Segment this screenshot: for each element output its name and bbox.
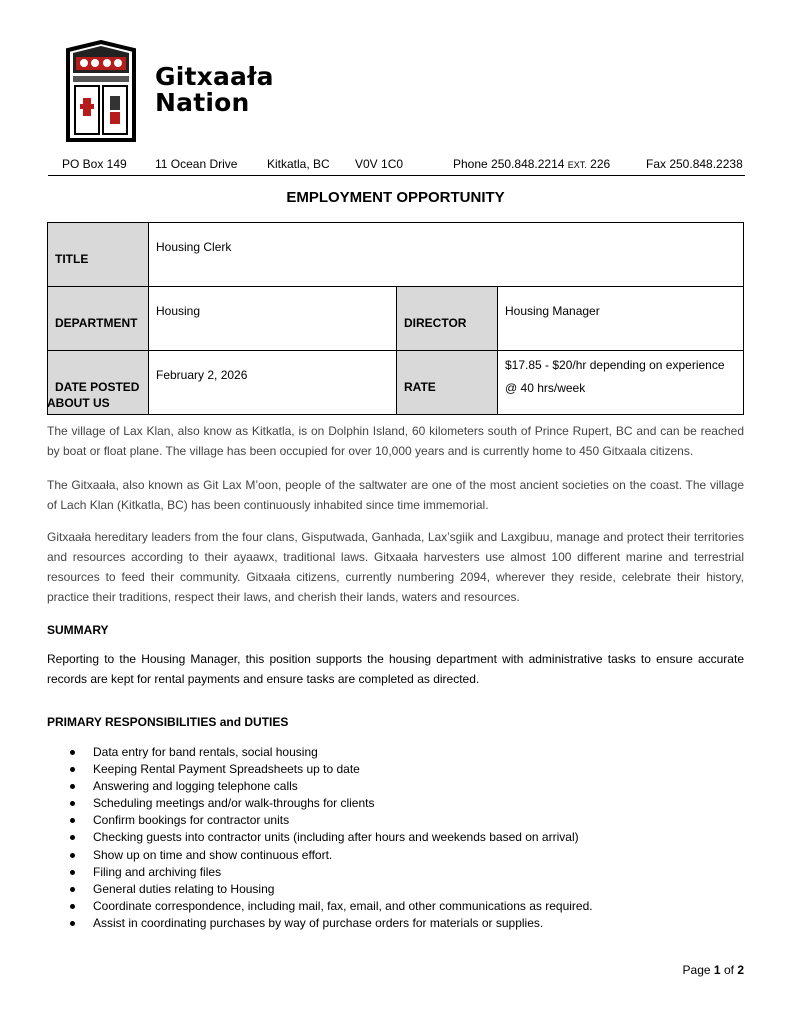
duties-list — [65, 744, 593, 932]
department-label: DEPARTMENT — [48, 287, 149, 351]
summary-text: Reporting to the Housing Manager, this position supports the housing department with administrative tasks to ensure accurate records are kept for rental payments and ensure tasks are completed as directed. — [47, 652, 744, 686]
ext-number: 226 — [590, 157, 611, 171]
list-item: Checking guests into contractor units (including after hours and weekends based on arrival) — [65, 829, 593, 846]
table-row — [48, 287, 744, 351]
about-paragraph-2: The Gitxaała, also known as Git Lax M’oon, people of the saltwater are one of the most ancient societies on the coast. The village of Lach Klan (Kitkatla, BC) has been continuously inhabited since time immemorial. — [47, 478, 744, 512]
phone-text: Phone 250.848.2214 — [453, 157, 565, 171]
rate-value — [498, 351, 744, 415]
page-current: 1 — [713, 963, 721, 977]
page-total: 2 — [737, 963, 744, 977]
list-item: Assist in coordinating purchases by way of purchase orders for materials or supplies. — [65, 915, 593, 932]
table-row — [48, 223, 744, 287]
title-label: TITLE — [48, 223, 149, 287]
rate-label: RATE — [397, 351, 498, 415]
table-row — [48, 351, 744, 415]
organization-name — [155, 64, 274, 116]
crest-icon — [62, 40, 140, 144]
director-value: Housing Manager — [498, 287, 744, 351]
page-of: of — [723, 963, 734, 977]
contact-row — [48, 157, 745, 176]
summary-heading: SUMMARY — [47, 623, 109, 637]
phone-number — [453, 157, 610, 171]
org-name-line2: Nation — [155, 88, 250, 117]
document-title: EMPLOYMENT OPPORTUNITY — [286, 189, 505, 206]
list-item: Scheduling meetings and/or walk-throughs for clients — [65, 795, 593, 812]
postal-code: V0V 1C0 — [355, 157, 404, 171]
po-box: PO Box 149 — [62, 157, 127, 171]
city: Kitkatla, BC — [267, 157, 330, 171]
street-address: 11 Ocean Drive — [155, 157, 238, 171]
list-item: Coordinate correspondence, including mail, fax, email, and other communications as required. — [65, 898, 593, 915]
date-posted-value: February 2, 2026 — [149, 351, 397, 415]
about-paragraph-1: The village of Lax Klan, also know as Kitkatla, is on Dolphin Island, 60 kilometers south of Prince Rupert, BC and can be reached by boat or float plane. The village has been occupied for over 10,000 years and is currently home to 450 Gitxaala citizens. — [47, 424, 744, 458]
ext-label: EXT. — [567, 160, 587, 170]
fax-number: Fax 250.848.2238 — [646, 157, 743, 171]
list-item: Data entry for band rentals, social housing — [65, 744, 593, 761]
page-word: Page — [682, 963, 711, 977]
about-heading: ABOUT US — [47, 396, 110, 410]
page-number — [683, 963, 744, 977]
job-info-table — [47, 222, 744, 415]
list-item: Filing and archiving files — [65, 864, 593, 881]
about-paragraph-3: Gitxaała hereditary leaders from the four clans, Gisputwada, Ganhada, Lax’sgiik and Laxgibuu, manage and protect their territories and resources according to their ayaawx, traditional laws. Gitxaała harvesters use almost 100 different marine and terrestrial resources to feed their community. Gitxaała citizens, currently numbering 2094, wherever they reside, celebrate their history, practice their traditions, respect their laws, and cherish their lands, waters and resources. — [47, 530, 744, 604]
date-posted-label: DATE POSTED — [48, 351, 149, 415]
rate-line1: $17.85 - $20/hr depending on experience — [505, 358, 725, 372]
list-item: Keeping Rental Payment Spreadsheets up to date — [65, 761, 593, 778]
duties-heading: PRIMARY RESPONSIBILITIES and DUTIES — [47, 715, 289, 729]
department-value: Housing — [149, 287, 397, 351]
list-item: Answering and logging telephone calls — [65, 778, 593, 795]
list-item: General duties relating to Housing — [65, 881, 593, 898]
director-label: DIRECTOR — [397, 287, 498, 351]
org-name-line1: Gitxaała — [155, 62, 274, 91]
list-item: Show up on time and show continuous effort. — [65, 847, 593, 864]
title-value: Housing Clerk — [149, 223, 744, 287]
list-item: Confirm bookings for contractor units — [65, 812, 593, 829]
gitxaala-crest-logo — [62, 40, 140, 144]
rate-line2: @ 40 hrs/week — [505, 381, 586, 395]
